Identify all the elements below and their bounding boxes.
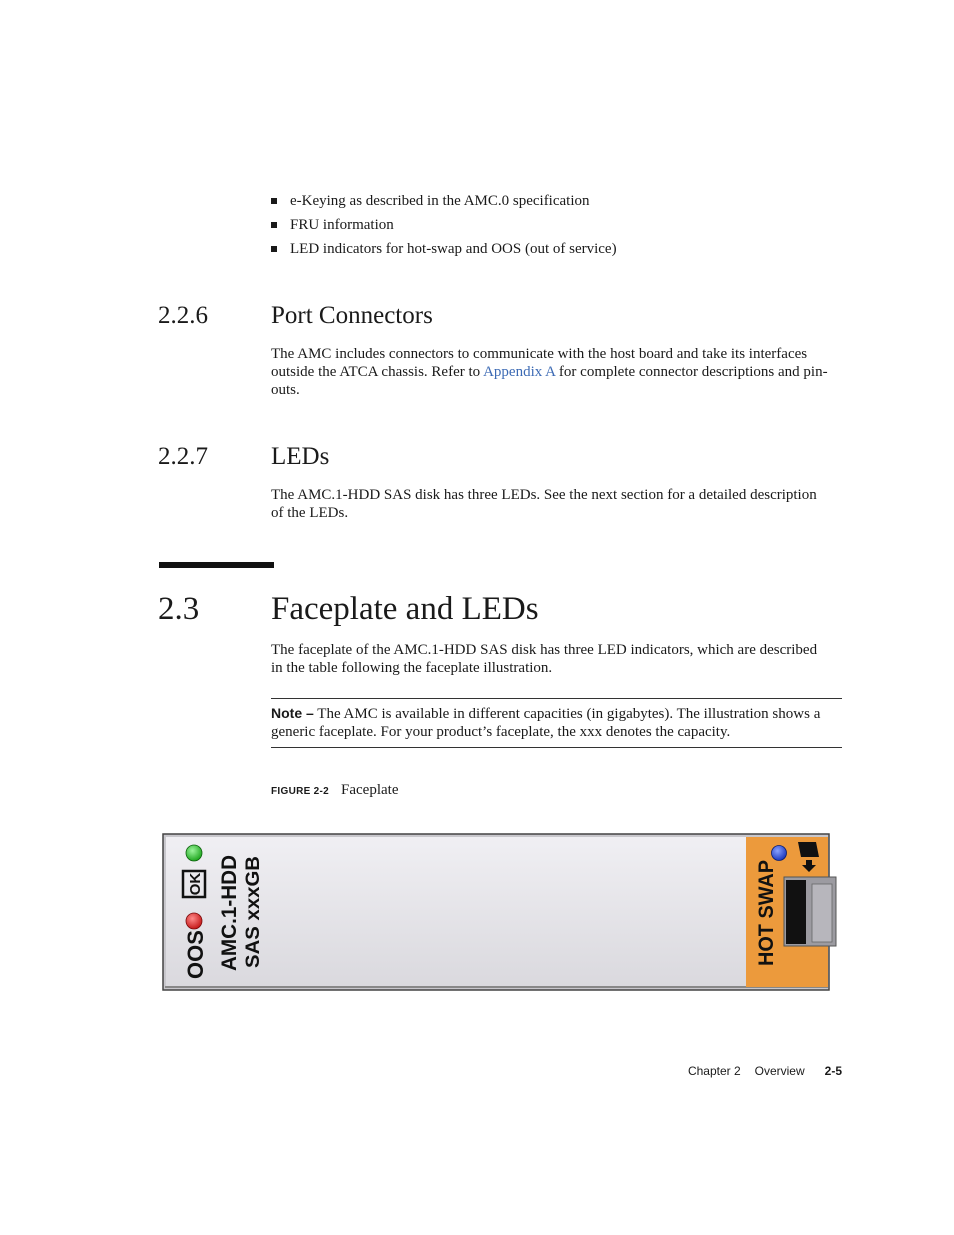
footer-section: Overview xyxy=(754,1064,805,1078)
figure-caption xyxy=(271,781,398,801)
section-number: 2.2.7 xyxy=(158,443,208,470)
section-number: 2.3 xyxy=(158,591,200,627)
bullet-square-icon xyxy=(271,222,277,228)
section-paragraph: The AMC.1-HDD SAS disk has three LEDs. See the next section for a detailed description of the LEDs. xyxy=(271,487,817,521)
hot-swap-label: HOT SWAP xyxy=(755,853,778,966)
section-number: 2.2.6 xyxy=(158,302,208,329)
bullet-list xyxy=(271,190,617,262)
figure-title: Faceplate xyxy=(341,782,399,798)
bullet-square-icon xyxy=(271,198,277,204)
note-label: Note – xyxy=(271,705,314,721)
hot-swap-led-blue-icon xyxy=(772,846,787,861)
ok-label-box xyxy=(183,871,205,897)
note-text: The AMC is available in different capacities (in gigabytes). The illustration shows a generic faceplate. For your product’s faceplate, the xxx denotes the capacity. xyxy=(271,706,821,740)
list-item: e-Keying as described in the AMC.0 specification xyxy=(271,190,617,214)
footer-chapter: Chapter 2 xyxy=(687,1064,741,1078)
list-item: LED indicators for hot-swap and OOS (out of service) xyxy=(271,238,617,262)
section-paragraph: The AMC includes connectors to communicate with the host board and take its interfaces outside the ATCA chassis. Refer to Appendix A for complete connector descriptions and pin-outs. xyxy=(271,346,828,398)
page-footer xyxy=(600,1064,842,1078)
oos-led-red-icon xyxy=(186,913,202,929)
hot-swap-latch-handle[interactable] xyxy=(784,877,836,946)
bullet-square-icon xyxy=(271,246,277,252)
section-title: LEDs xyxy=(271,443,330,470)
section-paragraph: The faceplate of the AMC.1-HDD SAS disk has three LED indicators, which are described in the table following the faceplate illustration. xyxy=(271,642,818,676)
section-title: Faceplate and LEDs xyxy=(271,591,539,627)
list-item: FRU information xyxy=(271,214,617,238)
section-title: Port Connectors xyxy=(271,302,433,329)
note-box xyxy=(271,698,842,748)
page-number: 2-5 xyxy=(824,1064,842,1078)
faceplate-illustration xyxy=(162,832,842,996)
ok-label: OK xyxy=(187,872,204,896)
figure-label: FIGURE 2-2 xyxy=(271,786,330,797)
model-label: AMC.1-HDD xyxy=(218,853,241,971)
appendix-link[interactable]: Appendix A xyxy=(483,364,556,380)
capacity-label: SAS xxxGB xyxy=(243,863,264,968)
oos-label: OOS xyxy=(183,930,208,979)
chapter-section-rule xyxy=(159,562,274,568)
ok-led-green-icon xyxy=(186,845,202,861)
